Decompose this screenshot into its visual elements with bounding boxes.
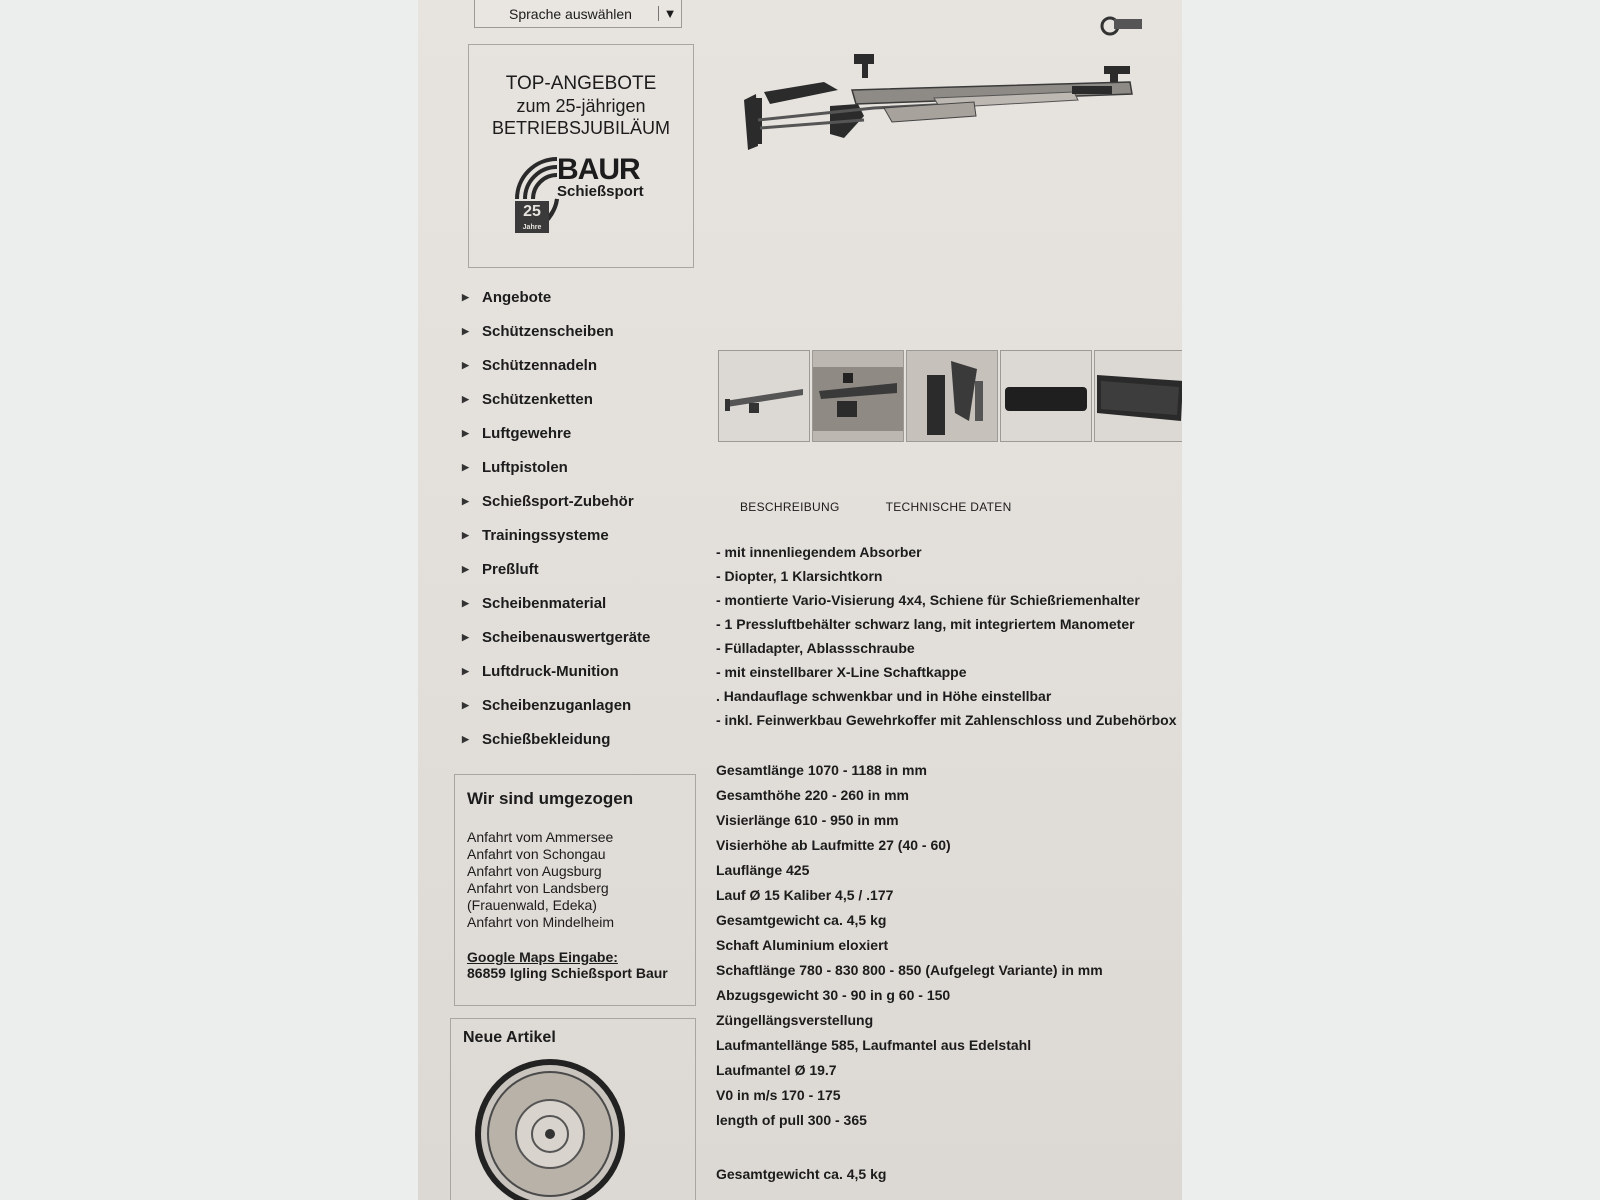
spec-item: Schaftlänge 780 - 830 800 - 850 (Aufgelegt Variante) in mm bbox=[716, 962, 1103, 978]
nav-item-scheibenmaterial[interactable] bbox=[462, 586, 702, 620]
bullet-icon: ▶ bbox=[462, 325, 469, 336]
promo-line-1: TOP-ANGEBOTE bbox=[505, 73, 657, 94]
bullet-icon: ▶ bbox=[462, 427, 469, 438]
google-maps-address: 86859 Igling Schießsport Baur bbox=[467, 965, 668, 981]
nav-item-label: Luftdruck-Munition bbox=[482, 662, 619, 680]
nav-item-label: Scheibenauswertgeräte bbox=[482, 628, 651, 646]
baur-logo bbox=[511, 153, 661, 235]
thumbnail-rifle-side[interactable] bbox=[718, 350, 810, 442]
spec-item: length of pull 300 - 365 bbox=[716, 1112, 867, 1128]
language-select[interactable] bbox=[474, 0, 682, 28]
directions-link[interactable]: Anfahrt von Schongau bbox=[467, 846, 606, 862]
dropdown-arrow-icon[interactable]: ▼ bbox=[658, 6, 681, 21]
nav-item-label: Schießbekleidung bbox=[482, 730, 611, 748]
directions-link[interactable]: Anfahrt von Augsburg bbox=[467, 863, 602, 879]
spec-item: Züngellängsverstellung bbox=[716, 1012, 874, 1028]
spec-item: Visierlänge 610 - 950 in mm bbox=[716, 812, 899, 828]
logo-brand: BAUR bbox=[557, 153, 640, 186]
total-weight: Gesamtgewicht ca. 4,5 kg bbox=[716, 1166, 887, 1182]
nav-item-luftgewehre[interactable] bbox=[462, 416, 702, 450]
bullet-icon: ▶ bbox=[462, 733, 469, 744]
directions-link[interactable]: Anfahrt von Mindelheim bbox=[467, 914, 615, 930]
language-select-label: Sprache auswählen bbox=[509, 5, 632, 22]
nav-item-label: Angebote bbox=[482, 288, 552, 306]
target-plate-image[interactable] bbox=[475, 1059, 625, 1200]
bullet-icon: ▶ bbox=[462, 563, 469, 574]
feature-item: - mit innenliegendem Absorber bbox=[716, 544, 922, 560]
case-closed-thumbnail-image bbox=[1001, 351, 1091, 441]
feature-item: - Diopter, 1 Klarsichtkorn bbox=[716, 568, 883, 584]
category-nav bbox=[462, 280, 702, 756]
case-open-thumbnail-image bbox=[1095, 351, 1182, 441]
nav-item-luftpistolen[interactable] bbox=[462, 450, 702, 484]
nav-item-schiessbekleidung[interactable] bbox=[462, 722, 702, 756]
printed-page bbox=[418, 0, 1182, 1200]
spec-item: Gesamtgewicht ca. 4,5 kg bbox=[716, 912, 887, 928]
bullet-icon: ▶ bbox=[462, 359, 469, 370]
bullet-icon: ▶ bbox=[462, 529, 469, 540]
directions-note: (Frauenwald, Edeka) bbox=[467, 897, 597, 913]
spec-item: Laufmantel Ø 19.7 bbox=[716, 1062, 837, 1078]
nav-item-label: Schützenketten bbox=[482, 390, 593, 408]
nav-item-angebote[interactable] bbox=[462, 280, 702, 314]
nav-item-label: Schützenscheiben bbox=[482, 322, 614, 340]
relocation-title: Wir sind umgezogen bbox=[467, 789, 634, 808]
bullet-icon: ▶ bbox=[462, 631, 469, 642]
feature-item: - inkl. Feinwerkbau Gewehrkoffer mit Zahlenschloss und Zubehörbox bbox=[716, 712, 1177, 728]
nav-item-scheibenauswertgeraete[interactable] bbox=[462, 620, 702, 654]
spec-item: V0 in m/s 170 - 175 bbox=[716, 1087, 841, 1103]
new-articles-title: Neue Artikel bbox=[463, 1029, 556, 1046]
rifle-thumbnail-image bbox=[719, 351, 809, 441]
years-number: 25 bbox=[523, 203, 541, 220]
rifle-stock-thumbnail-image bbox=[907, 351, 997, 441]
feature-item: - Fülladapter, Ablassschraube bbox=[716, 640, 915, 656]
nav-item-pressluft[interactable] bbox=[462, 552, 702, 586]
directions-link[interactable]: Anfahrt vom Ammersee bbox=[467, 829, 614, 845]
tab-technische-daten[interactable]: TECHNISCHE DATEN bbox=[885, 500, 1012, 514]
spec-item: Laufmantellänge 585, Laufmantel aus Edelstahl bbox=[716, 1037, 1032, 1053]
new-articles-box bbox=[450, 1018, 696, 1200]
relocation-box bbox=[454, 774, 696, 1006]
nav-item-label: Luftgewehre bbox=[482, 424, 572, 442]
brand-badge-icon bbox=[1100, 14, 1144, 36]
nav-item-luftdruck-munition[interactable] bbox=[462, 654, 702, 688]
feature-item: . Handauflage schwenkbar und in Höhe einstellbar bbox=[716, 688, 1052, 704]
nav-item-trainingssysteme[interactable] bbox=[462, 518, 702, 552]
feature-item: - 1 Pressluftbehälter schwarz lang, mit integriertem Manometer bbox=[716, 616, 1135, 632]
years-label: Jahre bbox=[522, 224, 542, 231]
anniversary-years-badge bbox=[515, 201, 549, 233]
google-maps-label: Google Maps Eingabe: bbox=[467, 949, 618, 965]
nav-item-label: Schützennadeln bbox=[482, 356, 598, 374]
nav-item-label: Scheibenmaterial bbox=[482, 594, 607, 612]
nav-item-schuetzenketten[interactable] bbox=[462, 382, 702, 416]
anniversary-promo-banner[interactable] bbox=[468, 44, 694, 268]
spec-item: Gesamtlänge 1070 - 1188 in mm bbox=[716, 762, 927, 778]
spec-list bbox=[716, 762, 1103, 1137]
nav-item-label: Scheibenzuganlagen bbox=[482, 696, 632, 714]
thumbnail-case-closed[interactable] bbox=[1000, 350, 1092, 442]
thumbnail-rifle-detail[interactable] bbox=[812, 350, 904, 442]
feature-item: - montierte Vario-Visierung 4x4, Schiene für Schießriemenhalter bbox=[716, 592, 1140, 608]
nav-item-scheibenzuganlagen[interactable] bbox=[462, 688, 702, 722]
nav-item-schiesssport-zubehoer[interactable] bbox=[462, 484, 702, 518]
nav-item-label: Luftpistolen bbox=[482, 458, 568, 476]
rifle-image[interactable] bbox=[734, 38, 1144, 158]
spec-item: Lauf Ø 15 Kaliber 4,5 / .177 bbox=[716, 887, 894, 903]
promo-line-3: BETRIEBSJUBILÄUM bbox=[491, 118, 671, 138]
spec-item: Visierhöhe ab Laufmitte 27 (40 - 60) bbox=[716, 837, 951, 853]
bullet-icon: ▶ bbox=[462, 495, 469, 506]
nav-item-label: Trainingssysteme bbox=[482, 526, 609, 544]
product-tabs bbox=[740, 500, 1012, 514]
thumbnail-rifle-stock[interactable] bbox=[906, 350, 998, 442]
promo-line-2: zum 25-jährigen bbox=[516, 96, 646, 116]
feature-item: - mit einstellbarer X-Line Schaftkappe bbox=[716, 664, 967, 680]
rifle-detail-thumbnail-image bbox=[813, 351, 903, 441]
bullet-icon: ▶ bbox=[462, 291, 469, 302]
product-thumbnails bbox=[718, 350, 1182, 442]
nav-item-schuetzennadeln[interactable] bbox=[462, 348, 702, 382]
thumbnail-case-open[interactable] bbox=[1094, 350, 1182, 442]
bullet-icon: ▶ bbox=[462, 461, 469, 472]
nav-item-label: Schießsport-Zubehör bbox=[482, 492, 634, 510]
spec-item: Lauflänge 425 bbox=[716, 862, 810, 878]
directions-link[interactable]: Anfahrt von Landsberg bbox=[467, 880, 609, 896]
logo-subtitle: Schießsport bbox=[557, 183, 644, 200]
spec-item: Gesamthöhe 220 - 260 in mm bbox=[716, 787, 909, 803]
nav-item-schuetzenscheiben[interactable] bbox=[462, 314, 702, 348]
bullet-icon: ▶ bbox=[462, 665, 469, 676]
spec-item: Abzugsgewicht 30 - 90 in g 60 - 150 bbox=[716, 987, 951, 1003]
feature-list bbox=[716, 544, 1177, 736]
bullet-icon: ▶ bbox=[462, 597, 469, 608]
spec-item: Schaft Aluminium eloxiert bbox=[716, 937, 889, 953]
tab-beschreibung[interactable]: BESCHREIBUNG bbox=[740, 500, 840, 514]
bullet-icon: ▶ bbox=[462, 393, 469, 404]
nav-item-label: Preßluft bbox=[482, 560, 539, 578]
bullet-icon: ▶ bbox=[462, 699, 469, 710]
